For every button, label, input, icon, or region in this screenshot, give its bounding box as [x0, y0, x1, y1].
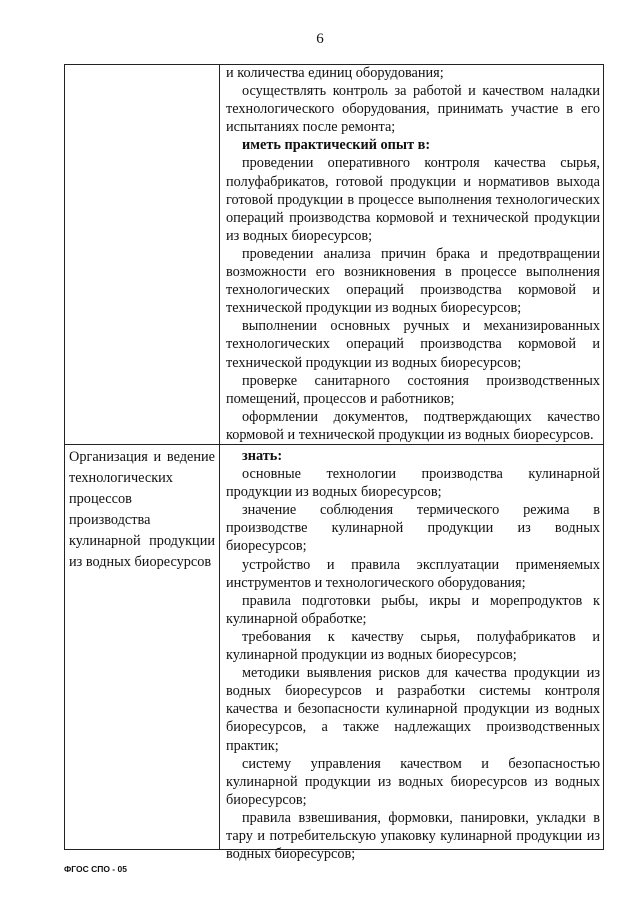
activity-title: Организация и ведение технологических процессов производства кулинарной продукции из водных биоресурсов: [69, 449, 215, 570]
requirement-paragraph: иметь практический опыт в:: [242, 137, 431, 154]
table-cell-row2-activity: [69, 447, 215, 573]
requirement-paragraph: знать:: [242, 448, 283, 464]
requirement-paragraph: значение соблюдения термического режима в производстве кулинарной продукции из водных биоресурсов;: [226, 502, 600, 555]
requirement-paragraph: выполнении основных ручных и механизированных технологических операций производства кормовой и технической продукции из водных биоресурсов;: [226, 318, 600, 371]
requirement-paragraph: требования к качеству сырья, полуфабрикатов и кулинарной продукции из водных биоресурсов;: [226, 628, 600, 664]
requirement-paragraph: основные технологии производства кулинарной продукции из водных биоресурсов;: [226, 466, 600, 501]
requirement-paragraph: проверке санитарного состояния производственных помещений, процессов и работников;: [226, 372, 600, 407]
requirement-paragraph: оформлении документов, подтверждающих качество кормовой и технической продукции из водных биоресурсов.: [226, 408, 600, 443]
table-column-divider: [219, 64, 220, 850]
table-cell-row2-requirements: [226, 447, 600, 863]
requirement-paragraph: правила взвешивания, формовки, панировки, укладки в тару и потребительскую упаковку кулинарной продукции из водных биоресурсов;: [226, 809, 600, 863]
requirement-paragraph: устройство и правила эксплуатации применяемых инструментов и технологического оборудования;: [226, 556, 600, 591]
page-number: 6: [316, 31, 324, 47]
table-row-divider: [64, 444, 604, 445]
requirement-paragraph: осуществлять контроль за работой и качеством наладки технологического оборудования, принимать участие в его испытаниях после ремонта;: [226, 83, 600, 136]
document-code-footer: ФГОС СПО - 05: [64, 864, 127, 874]
requirement-paragraph: методики выявления рисков для качества продукции из водных биоресурсов и разработки системы контроля качества и безопасности кулинарной продукции из водных биоресурсов, а также надлежащих производственных практик;: [226, 665, 600, 754]
requirement-paragraph: систему управления качеством и безопасностью кулинарной продукции из водных биоресурсов из водных биоресурсов;: [226, 755, 600, 808]
requirement-paragraph: проведении оперативного контроля качества сырья, полуфабрикатов, готовой продукции и нормативов выхода готовой продукции в процессе выполнения технологических операций производства кормовой и технической продукции из водных биоресурсов;: [226, 155, 600, 244]
requirement-paragraph: и количества единиц оборудования;: [226, 65, 444, 81]
requirement-paragraph: правила подготовки рыбы, икры и морепродуктов к кулинарной обработке;: [226, 592, 600, 627]
table-cell-row1-requirements: [226, 64, 600, 444]
requirement-paragraph: проведении анализа причин брака и предотвращении возможности его возникновения в процессе выполнения технологических операций производства кормовой и технической продукции из водных биоресурсов;: [226, 245, 600, 317]
